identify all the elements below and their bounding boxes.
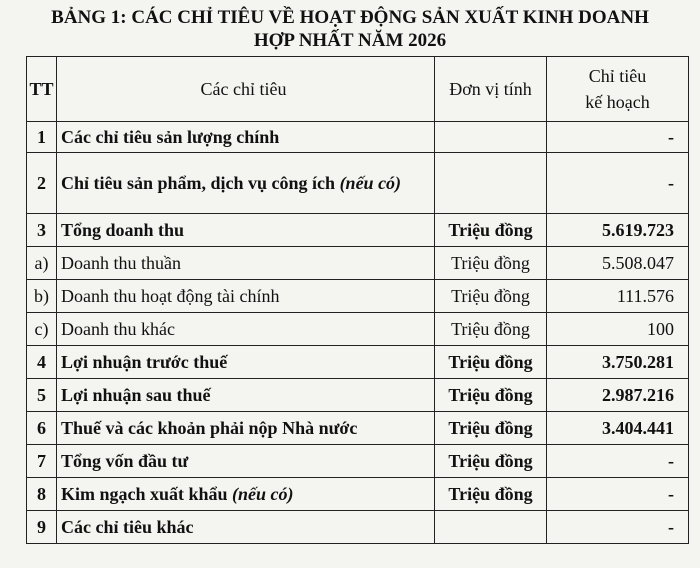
- row-unit: Triệu đồng: [435, 280, 547, 313]
- indicators-table: [26, 56, 689, 544]
- table-row: [27, 445, 689, 478]
- row-unit: Triệu đồng: [435, 445, 547, 478]
- table-row: [27, 511, 689, 544]
- header-indicator: Các chỉ tiêu: [57, 57, 435, 122]
- row-number: 7: [27, 445, 57, 478]
- row-label: Lợi nhuận trước thuế: [57, 346, 435, 379]
- row-label: Tổng vốn đầu tư: [57, 445, 435, 478]
- table-row: [27, 379, 689, 412]
- row-number: 6: [27, 412, 57, 445]
- row-label-text: Kim ngạch xuất khẩu: [61, 483, 233, 504]
- row-label: Doanh thu hoạt động tài chính: [57, 280, 435, 313]
- row-label: Thuế và các khoản phải nộp Nhà nước: [57, 412, 435, 445]
- row-value: 100: [547, 313, 689, 346]
- row-label: [57, 153, 435, 214]
- row-value: -: [547, 445, 689, 478]
- table-row: [27, 122, 689, 153]
- table-row: [27, 247, 689, 280]
- row-label: Lợi nhuận sau thuế: [57, 379, 435, 412]
- row-label-note: (nếu có): [339, 173, 402, 193]
- table-row: [27, 313, 689, 346]
- title-line-2: HỢP NHẤT NĂM 2026: [253, 30, 447, 51]
- row-value: 3.404.441: [547, 412, 689, 445]
- header-tt: TT: [27, 57, 57, 122]
- row-value: -: [547, 153, 689, 214]
- row-number: c): [27, 313, 57, 346]
- row-value: 2.987.216: [547, 379, 689, 412]
- title-line-1: BẢNG 1: CÁC CHỈ TIÊU VỀ HOẠT ĐỘNG SẢN XUẤT KINH DOANH: [51, 7, 649, 28]
- row-value: 3.750.281: [547, 346, 689, 379]
- row-unit: Triệu đồng: [435, 379, 547, 412]
- row-value: 111.576: [547, 280, 689, 313]
- row-value: 5.619.723: [547, 214, 689, 247]
- row-number: 4: [27, 346, 57, 379]
- row-value: -: [547, 122, 689, 153]
- header-plan: [547, 57, 689, 122]
- header-plan-line-1: Chỉ tiêu: [588, 66, 647, 86]
- row-label-note: (nếu có): [232, 483, 294, 504]
- row-label-text: Chỉ tiêu sản phẩm, dịch vụ công ích: [61, 173, 340, 193]
- row-unit: Triệu đồng: [435, 478, 547, 511]
- row-number: 3: [27, 214, 57, 247]
- row-unit: [435, 153, 547, 214]
- row-unit: Triệu đồng: [435, 412, 547, 445]
- row-label: Tổng doanh thu: [57, 214, 435, 247]
- row-unit: Triệu đồng: [435, 313, 547, 346]
- row-label: Các chỉ tiêu sản lượng chính: [57, 122, 435, 153]
- row-label: [57, 478, 435, 511]
- row-number: 8: [27, 478, 57, 511]
- table-row: [27, 280, 689, 313]
- table-row: [27, 346, 689, 379]
- table-row: [27, 478, 689, 511]
- row-number: 5: [27, 379, 57, 412]
- row-unit: Triệu đồng: [435, 346, 547, 379]
- row-number: b): [27, 280, 57, 313]
- row-value: -: [547, 478, 689, 511]
- row-unit: Triệu đồng: [435, 214, 547, 247]
- table-row: [27, 412, 689, 445]
- row-unit: Triệu đồng: [435, 247, 547, 280]
- row-unit: [435, 511, 547, 544]
- row-value: 5.508.047: [547, 247, 689, 280]
- row-number: a): [27, 247, 57, 280]
- row-label: Doanh thu thuần: [57, 247, 435, 280]
- table-row: [27, 153, 689, 214]
- header-unit: Đơn vị tính: [435, 57, 547, 122]
- header-plan-line-2: kế hoạch: [585, 92, 650, 112]
- header-row: [27, 57, 689, 122]
- table-row: [27, 214, 689, 247]
- row-number: 1: [27, 122, 57, 153]
- table-title: [0, 0, 700, 52]
- row-value: -: [547, 511, 689, 544]
- row-number: 2: [27, 153, 57, 214]
- row-label: Các chỉ tiêu khác: [57, 511, 435, 544]
- row-unit: [435, 122, 547, 153]
- row-label: Doanh thu khác: [57, 313, 435, 346]
- row-number: 9: [27, 511, 57, 544]
